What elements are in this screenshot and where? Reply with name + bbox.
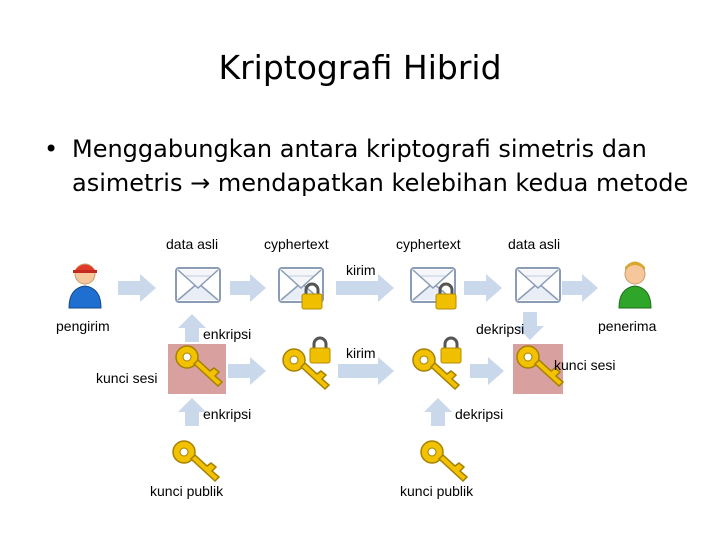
bullet-dot: • <box>44 135 59 163</box>
key-icon <box>173 441 219 481</box>
label-kirim-ciphertext: kirim <box>346 262 376 278</box>
plain-envelope-icon <box>176 268 220 302</box>
arrow-right <box>338 357 394 385</box>
label-cyphertext-receiver: cyphertext <box>396 236 461 252</box>
arrow-right <box>562 274 598 302</box>
bullet-line2-end: mendapatkan kelebihan kedua metode <box>210 169 689 197</box>
lock-icon <box>441 338 461 363</box>
plain-envelope-icon <box>516 268 560 302</box>
arrow-right <box>228 357 266 385</box>
sender-person-icon <box>69 264 101 308</box>
label-kunci-publik-sender: kunci publik <box>150 483 224 499</box>
label-data-asli-receiver: data asli <box>508 236 561 252</box>
label-kunci-publik-receiver: kunci publik <box>400 483 474 499</box>
right-arrow-icon: → <box>190 169 211 197</box>
slide-title: Kriptografi Hibrid <box>218 48 502 87</box>
receiver-person-icon <box>619 262 651 309</box>
label-kirim-key: kirim <box>346 345 376 361</box>
lock-icon <box>310 338 330 363</box>
label-kunci-sesi-receiver: kunci sesi <box>554 357 616 373</box>
key-icon <box>421 441 467 481</box>
arrow-up <box>424 398 452 426</box>
arrow-right <box>336 274 394 302</box>
label-enkripsi-key: enkripsi <box>203 406 252 422</box>
label-cyphertext-sender: cyphertext <box>264 236 329 252</box>
arrow-right <box>470 357 504 385</box>
label-kunci-sesi-sender: kunci sesi <box>96 370 158 386</box>
arrow-right <box>464 274 502 302</box>
label-dekripsi-data: dekripsi <box>476 321 525 337</box>
label-penerima: penerima <box>598 318 657 334</box>
label-dekripsi-key: dekripsi <box>455 406 504 422</box>
arrow-right <box>230 274 266 302</box>
bullet-line2-start: asimetris <box>72 169 191 197</box>
label-data-asli-sender: data asli <box>166 236 219 252</box>
arrow-up <box>178 314 206 342</box>
arrow-right <box>118 274 156 302</box>
label-pengirim: pengirim <box>56 318 110 334</box>
bullet-line1: Menggabungkan antara kriptografi simetris dan <box>72 135 647 163</box>
label-enkripsi-data: enkripsi <box>203 326 252 342</box>
arrow-up <box>178 398 206 426</box>
